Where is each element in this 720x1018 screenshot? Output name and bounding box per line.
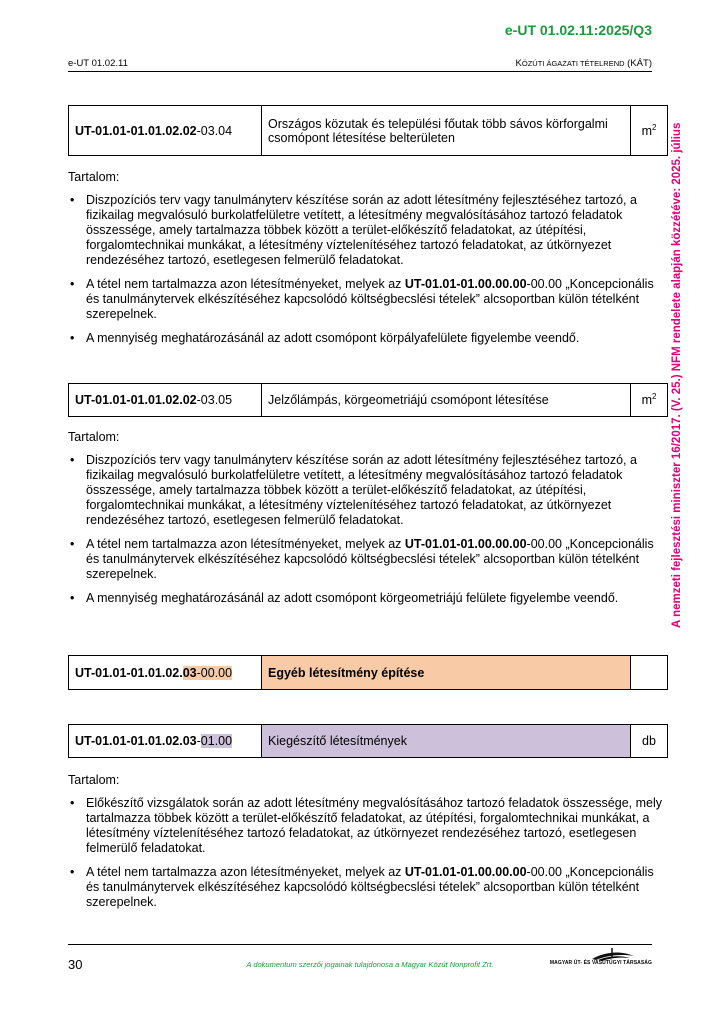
- item-content-1: [68, 170, 668, 355]
- item-content-4: [68, 773, 668, 919]
- item-table-3: [68, 655, 668, 690]
- list-item: • Diszpozíciós terv vagy tanulmányterv készítése során az adott létesítmény fejlesztéséhez tartozó, a fizikailag megvalósuló burkolatfelületre vetített, a létesítmény megvalósításához tartozó feladatok összessége, amely tartalmazza többek között a terület-előkészítő feladatokat, az útépítési, forgalomtechnikai munkákat, a létesítmény víztelenítéséhez tartozó feladatokat, az útkörnyezet rendezéséhez tartozó, esetlegesen felmerülő feladatokat.: [70, 193, 637, 267]
- header-left-code: e-UT 01.02.11: [68, 58, 128, 69]
- bullet-icon: •: [70, 537, 75, 551]
- item-code-suffix: -03.05: [196, 393, 233, 407]
- content-label: Tartalom:: [68, 773, 120, 787]
- item-code-highlight: 03: [182, 665, 197, 680]
- header-right-initial: K: [515, 58, 522, 69]
- copyright-notice: A dokumentum szerzői jogainak tulajdonosa a Magyar Közút Nonprofit Zrt.: [246, 960, 494, 969]
- item-code-bold: UT-01.01-01.01.02.: [75, 665, 183, 680]
- list-item: • A tétel nem tartalmazza azon létesítményeket, melyek az UT-01.01-01.00.00.00-00.00 „Koncepcionális és tanulmánytervek elkészítéséhez kapcsolódó költségbecslési tételek” alcsoportban külön tételként szerepelnek.: [70, 277, 654, 321]
- bullet-icon: •: [70, 331, 75, 345]
- side-publication-note: A nemzeti fejlesztési miniszter 16/2017. (V. 25.) NFM rendelete alapján közzétéve: 2025. július: [671, 122, 683, 628]
- item-table-1: [68, 105, 668, 156]
- content-label: Tartalom:: [68, 430, 120, 444]
- item-title: Országos közutak és települési főutak több sávos körforgalmi csomópont létesítése belterületen: [262, 106, 631, 156]
- bullet-icon: •: [70, 796, 75, 810]
- item-code-bold: UT-01.01-01.01.02.02: [75, 393, 197, 407]
- item-code: [69, 384, 262, 417]
- content-label: Tartalom:: [68, 170, 120, 184]
- road-railway-society-logo-icon: [562, 946, 652, 970]
- bullet-icon: •: [70, 865, 75, 879]
- item-table-4: [68, 724, 668, 758]
- bullet-icon: •: [70, 591, 75, 605]
- item-code-dash: -: [196, 734, 201, 748]
- list-item: • A tétel nem tartalmazza azon létesítményeket, melyek az UT-01.01-01.00.00.00-00.00 „Koncepcionális és tanulmánytervek elkészítéséhez kapcsolódó költségbecslési tételek” alcsoportban külön tételként szerepelnek.: [70, 537, 654, 581]
- item-table-2: [68, 383, 668, 417]
- logo-text: MAGYAR ÚT- ÉS VASÚTÜGYI TÁRSASÁG: [549, 960, 652, 966]
- bullet-icon: •: [70, 453, 75, 467]
- bullet-icon: •: [70, 193, 75, 207]
- item-code-highlight: 01.00: [200, 734, 233, 748]
- document-code: e-UT 01.02.11:2025/Q3: [504, 22, 652, 38]
- content-list: [68, 193, 668, 346]
- footer-divider: [68, 944, 652, 945]
- item-code-suffix: -00.00: [196, 665, 233, 680]
- list-item: • Előkészítő vizsgálatok során az adott létesítmény megvalósításához tartozó feladatok összessége, mely tartalmazza többek között a terület-előkészítő feladatokat, az útépítési, forgalomtechnikai munkákat, a létesítmény víztelenítéséhez tartozó feladatokat, az útkörnyezet rendezéséhez tartozó, esetlegesen felmerülő feladatokat.: [70, 796, 662, 855]
- list-item: • A mennyiség meghatározásánál az adott csomópont körgeometriájú felülete figyelembe veendő.: [70, 591, 619, 605]
- item-code-suffix: -03.04: [196, 123, 233, 138]
- item-content-2: [68, 430, 668, 615]
- item-code: [69, 656, 262, 690]
- content-list: [68, 796, 668, 910]
- header-right-title: [516, 58, 652, 69]
- item-code: [69, 106, 262, 156]
- item-title: Kiegészítő létesítmények: [262, 725, 631, 758]
- item-code-bold: UT-01.01-01.01.02.03: [75, 734, 197, 748]
- item-unit: db: [631, 725, 668, 758]
- header-right-abbrev: (KÁT): [624, 58, 652, 69]
- item-code-bold: UT-01.01-01.01.02.02: [75, 123, 197, 138]
- item-unit: $m^2$: [631, 106, 668, 156]
- header-right-smallcaps: ÖZÚTI ÁGAZATI TÉTELREND: [521, 59, 625, 68]
- item-title: Egyéb létesítmény építése: [262, 656, 631, 690]
- content-list: [68, 453, 668, 606]
- item-unit: [631, 656, 668, 690]
- item-unit: $m^2$: [631, 384, 668, 417]
- page-number: 30: [68, 957, 83, 972]
- bullet-icon: •: [70, 277, 75, 291]
- item-title: Jelzőlámpás, körgeometriájú csomópont létesítése: [262, 384, 631, 417]
- header-divider: [68, 71, 652, 72]
- item-code: [69, 725, 262, 758]
- list-item: • A mennyiség meghatározásánál az adott csomópont körpályafelülete figyelembe veendő.: [70, 331, 580, 345]
- list-item: • Diszpozíciós terv vagy tanulmányterv készítése során az adott létesítmény fejlesztéséhez tartozó, a fizikailag megvalósuló burkolatfelületre vetített, a létesítmény megvalósításához tartozó feladatok összessége, amely tartalmazza többek között a terület-előkészítő feladatokat, az útépítési, forgalomtechnikai munkákat, a létesítmény víztelenítéséhez tartozó feladatokat, az útkörnyezet rendezéséhez tartozó, esetlegesen felmerülő feladatokat.: [70, 453, 637, 527]
- list-item: • A tétel nem tartalmazza azon létesítményeket, melyek az UT-01.01-01.00.00.00-00.00 „Koncepcionális és tanulmánytervek elkészítéséhez kapcsolódó költségbecslési tételek” alcsoportban külön tételként szerepelnek.: [70, 865, 654, 909]
